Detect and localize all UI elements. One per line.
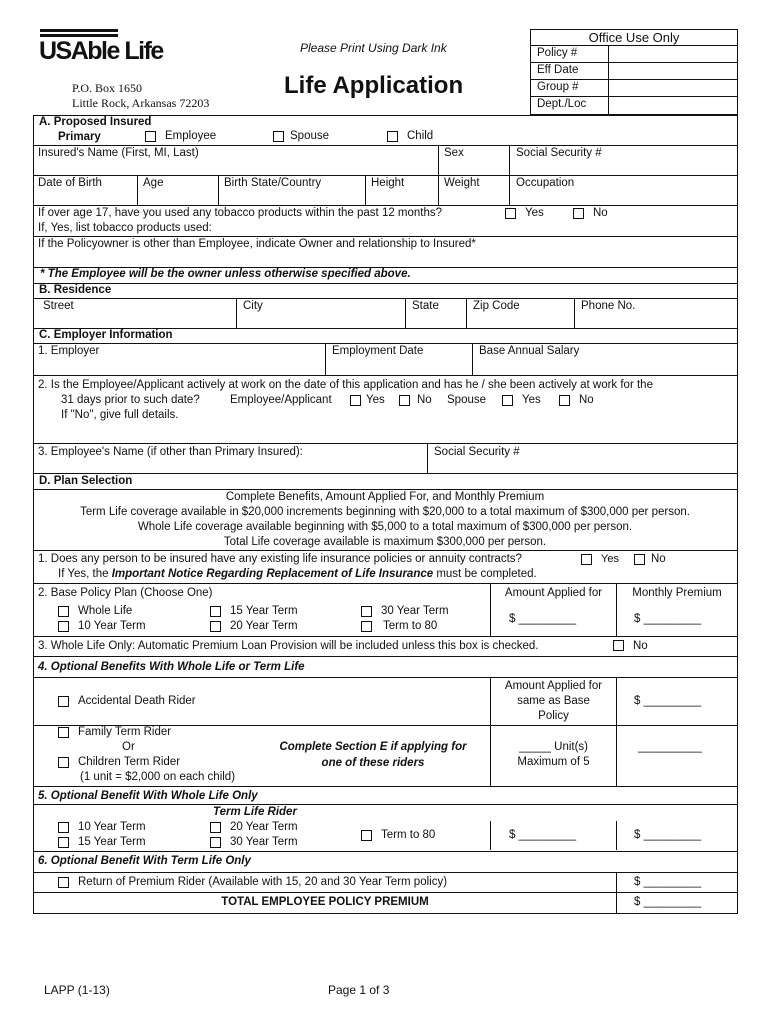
owner-note: * The Employee will be the owner unless otherwise specified above.: [40, 268, 411, 280]
ssn-field[interactable]: [510, 146, 736, 174]
spouse-yes-label: Yes: [522, 394, 541, 406]
rider-amount-header-3: Policy: [538, 710, 569, 722]
office-use-title: Office Use Only: [588, 30, 680, 45]
height-label: Height: [371, 177, 405, 189]
address-line-1: P.O. Box 1650: [72, 81, 143, 95]
form-id: LAPP (1-13): [44, 983, 110, 997]
emp-no-label: No: [417, 394, 432, 406]
plan-instructions-3: Whole Life coverage available beginning with $5,000 to a total maximum of $300,000 per person.: [137, 521, 633, 533]
office-policy-field[interactable]: [609, 46, 737, 62]
existing-no-label: No: [651, 553, 666, 565]
accidental-death-label: Accidental Death Rider: [78, 695, 196, 707]
page-number: Page 1 of 3: [328, 983, 390, 997]
spouse-label: Spouse: [290, 130, 330, 142]
birth-state-field[interactable]: [219, 176, 365, 204]
section-c-title: C. Employer Information: [39, 329, 173, 341]
city-field[interactable]: [237, 299, 405, 327]
rider-amount-field[interactable]: $ _________: [509, 829, 577, 841]
dob-field[interactable]: [34, 176, 137, 204]
existing-policy-question: 1. Does any person to be insured have any existing life insurance policies or annuity contracts?: [38, 553, 522, 565]
age-field[interactable]: [138, 176, 218, 204]
full-details-label: If "No", give full details.: [61, 409, 179, 421]
employer-label: 1. Employer: [38, 345, 100, 357]
unit-note: (1 unit = $2,000 on each child): [80, 771, 236, 783]
term10-label: 10 Year Term: [78, 620, 146, 632]
child-label: Child: [407, 130, 434, 142]
height-field[interactable]: [366, 176, 438, 204]
office-effdate-label: Eff Date: [537, 64, 579, 76]
print-instruction: Please Print Using Dark Ink: [300, 41, 447, 55]
family-term-label: Family Term Rider: [78, 726, 172, 738]
employee-name-field[interactable]: [34, 444, 427, 472]
replacement-notice: If Yes, the Important Notice Regarding Replacement of Life Insurance must be completed.: [58, 568, 537, 580]
tobacco-no-label: No: [593, 207, 608, 219]
term20-checkbox[interactable]: [210, 621, 221, 632]
employee-ssn-field[interactable]: [428, 444, 736, 472]
sex-label: Sex: [444, 147, 464, 159]
return-premium-checkbox[interactable]: [58, 877, 69, 888]
employee-label: Employee: [165, 130, 217, 142]
emp-no-checkbox[interactable]: [399, 395, 410, 406]
rider-term15-label: 15 Year Term: [78, 836, 146, 848]
apl-question: 3. Whole Life Only: Automatic Premium Loan Provision will be included unless this box is checked.: [38, 640, 539, 652]
emp-applicant-label: Employee/Applicant: [230, 394, 332, 406]
tobacco-no-checkbox[interactable]: [573, 208, 584, 219]
office-effdate-field[interactable]: [609, 63, 737, 79]
complete-section-e-2: one of these riders: [321, 757, 425, 769]
children-term-label: Children Term Rider: [78, 756, 181, 768]
section-6-title: 6. Optional Benefit With Term Life Only: [38, 855, 251, 867]
apl-no-checkbox[interactable]: [613, 640, 624, 651]
existing-yes-label: Yes: [601, 553, 619, 565]
rider-term10-checkbox[interactable]: [58, 822, 69, 833]
tobacco-list-field[interactable]: [230, 221, 735, 235]
base-plan-label: 2. Base Policy Plan (Choose One): [38, 587, 213, 599]
occupation-label: Occupation: [516, 177, 575, 189]
office-dept-label: Dept./Loc: [537, 98, 587, 110]
complete-section-e-1: Complete Section E if applying for: [279, 741, 467, 753]
phone-label: Phone No.: [581, 300, 636, 312]
office-group-field[interactable]: [609, 80, 737, 96]
tobacco-yes-label: Yes: [525, 207, 544, 219]
page-title: Life Application: [284, 72, 464, 99]
child-checkbox[interactable]: [387, 131, 398, 142]
rider-term10-label: 10 Year Term: [78, 821, 146, 833]
apl-no-label: No: [633, 640, 648, 652]
existing-no-checkbox[interactable]: [634, 554, 645, 565]
return-premium-field[interactable]: $ _________: [634, 876, 702, 888]
tobacco-question: If over age 17, have you used any tobacco products within the past 12 months?: [38, 207, 443, 219]
monthly-premium-header: Monthly Premium: [632, 587, 722, 599]
rider-term80-checkbox[interactable]: [361, 830, 372, 841]
salary-field[interactable]: [473, 344, 736, 374]
spouse-no-label: No: [579, 394, 594, 406]
family-term-checkbox[interactable]: [58, 727, 69, 738]
plan-instructions-1: Complete Benefits, Amount Applied For, and Monthly Premium: [225, 491, 545, 503]
return-premium-label: Return of Premium Rider (Available with 15, 20 and 30 Year Term policy): [78, 876, 448, 888]
owner-field[interactable]: [34, 252, 736, 266]
section-d-title: D. Plan Selection: [39, 475, 133, 487]
occupation-field[interactable]: [510, 176, 736, 204]
or-label: Or: [122, 741, 135, 753]
primary-label: Primary: [58, 131, 101, 143]
employee-name-label: 3. Employee's Name (if other than Primary Insured):: [38, 446, 303, 458]
street-label: Street: [43, 300, 74, 312]
spouse-work-label: Spouse: [447, 394, 487, 406]
section-b-title: B. Residence: [39, 284, 112, 296]
full-details-field[interactable]: [34, 424, 736, 442]
children-term-checkbox[interactable]: [58, 757, 69, 768]
family-premium-field[interactable]: __________: [638, 741, 702, 753]
term30-checkbox[interactable]: [361, 606, 372, 617]
tobacco-yes-checkbox[interactable]: [505, 208, 516, 219]
city-label: City: [243, 300, 263, 312]
existing-yes-checkbox[interactable]: [581, 554, 592, 565]
employment-date-label: Employment Date: [332, 345, 424, 357]
units-field[interactable]: _____ Unit(s): [518, 741, 589, 753]
term80-checkbox[interactable]: [361, 621, 372, 632]
total-premium-field[interactable]: $ _________: [634, 896, 702, 908]
active-work-question: 2. Is the Employee/Applicant actively at work on the date of this application and has he / she been actively at work for the: [38, 379, 653, 391]
logo-text: USAble Life: [39, 37, 163, 65]
rider-premium-field[interactable]: $ _________: [634, 829, 702, 841]
accidental-premium-field[interactable]: $ _________: [634, 695, 702, 707]
active-work-question-2: 31 days prior to such date?: [61, 394, 200, 406]
employer-field[interactable]: [34, 344, 325, 374]
section-4-title: 4. Optional Benefits With Whole Life or Term Life: [38, 661, 305, 673]
term15-checkbox[interactable]: [210, 606, 221, 617]
base-premium-field[interactable]: $ _________: [634, 613, 702, 625]
zip-field[interactable]: [467, 299, 574, 327]
whole-life-label: Whole Life: [78, 605, 133, 617]
office-policy-label: Policy #: [537, 47, 578, 59]
phone-field[interactable]: [575, 299, 736, 327]
insured-name-label: Insured's Name (First, MI, Last): [38, 147, 199, 159]
salary-label: Base Annual Salary: [479, 345, 580, 357]
emp-yes-label: Yes: [366, 394, 385, 406]
max-units-label: Maximum of 5: [517, 756, 590, 768]
weight-label: Weight: [444, 177, 480, 189]
office-group-label: Group #: [537, 81, 579, 93]
plan-instructions-2: Term Life coverage available in $20,000 increments beginning with $20,000 to a total maximum of $300,000 per person.: [80, 506, 690, 518]
spouse-checkbox[interactable]: [273, 131, 284, 142]
state-label: State: [412, 300, 439, 312]
section-a-title: A. Proposed Insured: [39, 116, 152, 128]
rider-amount-header-1: Amount Applied for: [504, 680, 603, 692]
birth-state-label: Birth State/Country: [224, 177, 322, 189]
rider-term30-checkbox[interactable]: [210, 837, 221, 848]
employee-checkbox[interactable]: [145, 131, 156, 142]
plan-instructions-4: Total Life coverage available is maximum $300,000 per person.: [223, 536, 547, 548]
sex-field[interactable]: [439, 146, 509, 174]
ssn-label: Social Security #: [516, 147, 602, 159]
employment-date-field[interactable]: [326, 344, 472, 374]
base-amount-field[interactable]: $ _________: [509, 613, 577, 625]
term80-label: Term to 80: [383, 620, 438, 632]
weight-field[interactable]: [439, 176, 509, 204]
spouse-yes-checkbox[interactable]: [502, 395, 513, 406]
rider-amount-header-2: same as Base: [517, 695, 590, 707]
owner-label: If the Policyowner is other than Employee, indicate Owner and relationship to Insured*: [38, 238, 476, 250]
rider-term80-label: Term to 80: [381, 829, 436, 841]
street-field[interactable]: [34, 299, 236, 327]
age-label: Age: [143, 177, 164, 189]
insured-name-field[interactable]: [34, 146, 438, 174]
spouse-no-checkbox[interactable]: [559, 395, 570, 406]
term15-label: 15 Year Term: [230, 605, 298, 617]
tobacco-list-label: If, Yes, list tobacco products used:: [38, 222, 212, 234]
rider-term20-checkbox[interactable]: [210, 822, 221, 833]
employee-ssn-label: Social Security #: [434, 446, 520, 458]
emp-yes-checkbox[interactable]: [350, 395, 361, 406]
rider-term20-label: 20 Year Term: [230, 821, 298, 833]
office-dept-field[interactable]: [609, 97, 737, 114]
accidental-death-checkbox[interactable]: [58, 696, 69, 707]
term-life-rider-title: Term Life Rider: [213, 806, 297, 818]
whole-life-checkbox[interactable]: [58, 606, 69, 617]
rider-term15-checkbox[interactable]: [58, 837, 69, 848]
total-premium-label: TOTAL EMPLOYEE POLICY PREMIUM: [221, 896, 429, 908]
company-logo: [40, 28, 170, 68]
section-5-title: 5. Optional Benefit With Whole Life Only: [38, 790, 258, 802]
address-line-2: Little Rock, Arkansas 72203: [72, 96, 210, 110]
dob-label: Date of Birth: [38, 177, 102, 189]
zip-label: Zip Code: [473, 300, 520, 312]
rider-term30-label: 30 Year Term: [230, 836, 298, 848]
amount-applied-header: Amount Applied for: [504, 587, 603, 599]
term30-label: 30 Year Term: [381, 605, 449, 617]
term20-label: 20 Year Term: [230, 620, 298, 632]
state-field[interactable]: [406, 299, 466, 327]
term10-checkbox[interactable]: [58, 621, 69, 632]
